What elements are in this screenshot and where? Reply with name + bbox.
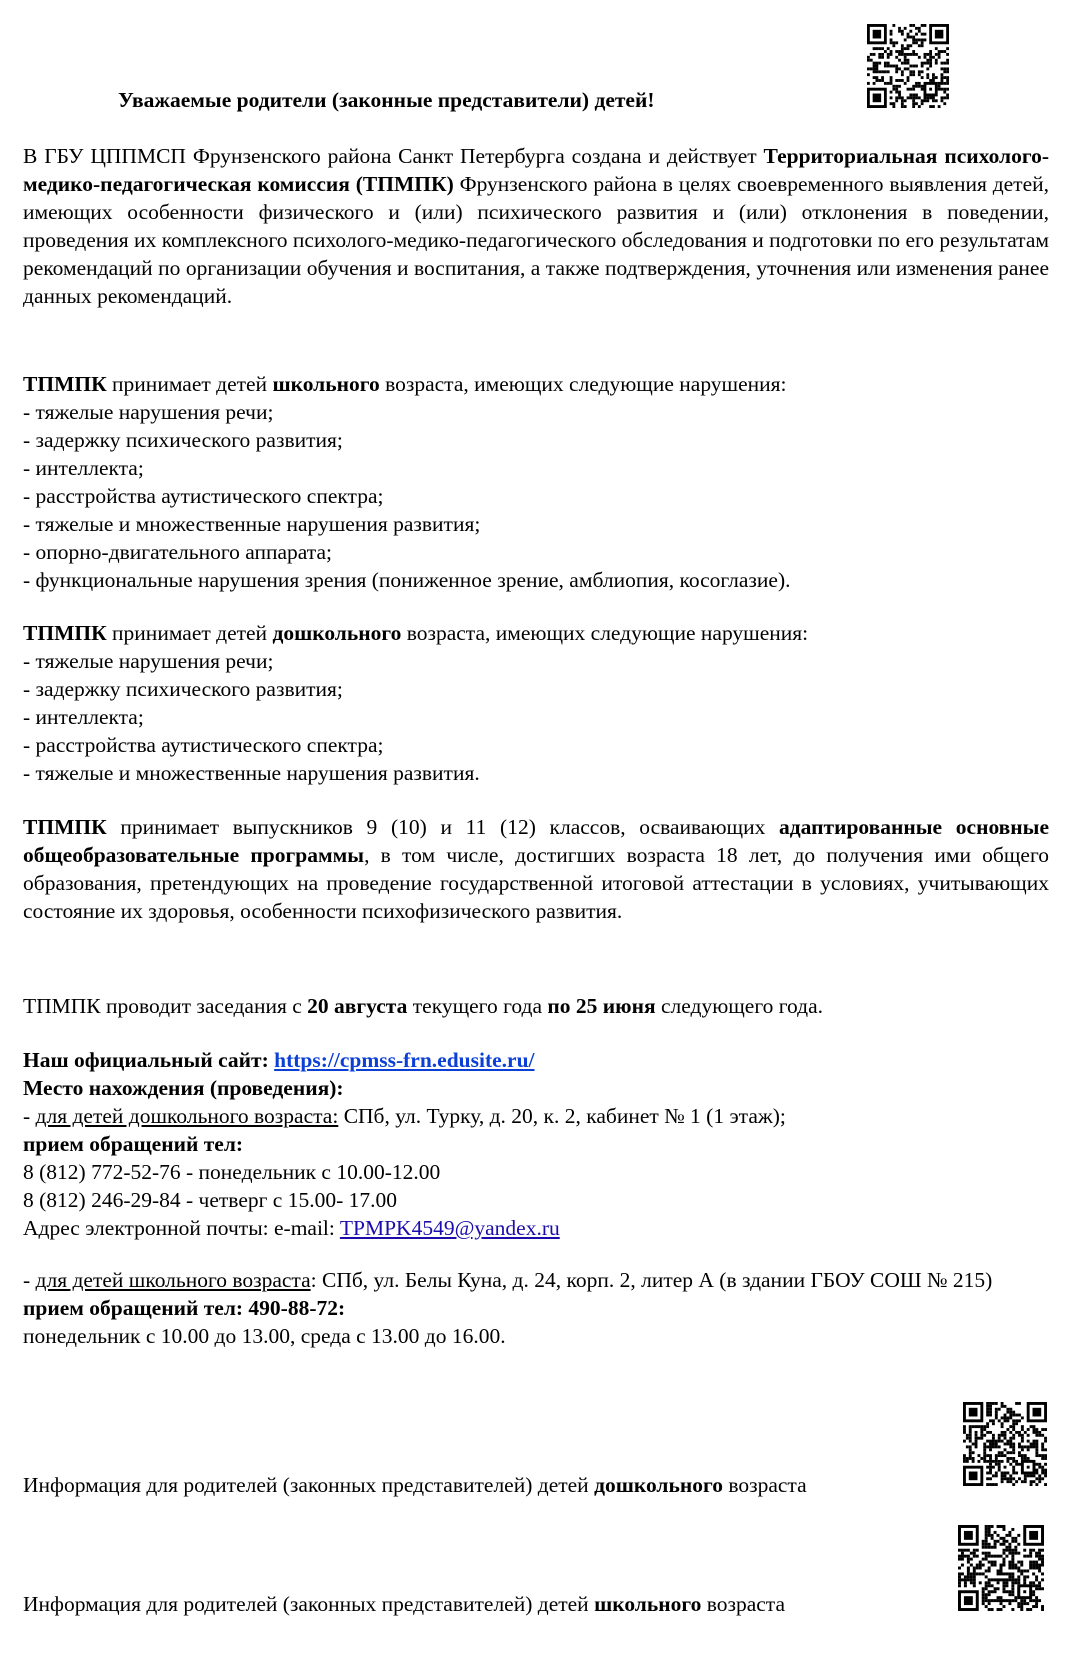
school-contacts (23, 1266, 1023, 1350)
schedule-text-1: ТПМПК проводит заседания с (23, 994, 308, 1018)
school-lead-text-2: возраста, имеющих следующие нарушения: (379, 372, 787, 396)
school-age-label: школьного (272, 372, 380, 396)
list-item: - тяжелые и множественные нарушения развития; (23, 512, 481, 536)
list-item: - задержку психического развития; (23, 428, 343, 452)
tpmpk-label: ТПМПК (23, 372, 107, 396)
schedule-line (23, 992, 1049, 1020)
list-dash: - (23, 1268, 36, 1292)
program-name: адаптированные основные общеобразовательные программы (23, 815, 1050, 867)
school-hours: понедельник с 10.00 до 13.00, среда с 13.00 до 16.00. (23, 1324, 506, 1348)
list-item: - тяжелые нарушения речи; (23, 400, 274, 424)
intro-text-2: Фрунзенского района в целях своевременного выявления детей, имеющих особенности физического и (или) психического развития и (или) отклонения в поведении, проведения их комплексного психолого-медико-педагогического обследования и подготовки по его результатам рекомендаций по организации обучения и воспитания, а также подтверждения, уточнения или изменения ранее данных рекомендаций. (23, 172, 1049, 308)
footer-text: возраста (701, 1592, 786, 1616)
email-line (23, 1214, 1049, 1242)
list-item: - интеллекта; (23, 456, 144, 480)
list-item: - функциональные нарушения зрения (пониженное зрение, амблиопия, косоглазие). (23, 568, 791, 592)
preschool-lead (23, 619, 1049, 647)
preschool-lead-text: принимает детей (106, 621, 273, 645)
list-dash: - (23, 1104, 36, 1128)
graduates-text-1: принимает выпускников 9 (10) и 11 (12) классов, осваивающих (106, 815, 780, 839)
preschool-address: СПб, ул. Турку, д. 20, к. 2, кабинет № 1 (1 этаж); (338, 1104, 786, 1128)
list-item: - расстройства аутистического спектра; (23, 484, 384, 508)
contacts-section (23, 1046, 1049, 1242)
list-item: - опорно-двигательного аппарата; (23, 540, 332, 564)
schedule-start-date: 20 августа (307, 994, 408, 1018)
phone-line-2: 8 (812) 246-29-84 - четверг с 15.00- 17.00 (23, 1188, 398, 1212)
list-item: - задержку психического развития; (23, 677, 343, 701)
footer-age-label: дошкольного (594, 1473, 723, 1497)
preschool-address-line (23, 1102, 1049, 1130)
preschool-info-line (23, 1471, 807, 1499)
school-lead (23, 370, 1049, 398)
schedule-end-date: по 25 июня (547, 994, 656, 1018)
site-link[interactable]: https://cpmss-frn.edusite.ru/ (274, 1048, 535, 1072)
school-phones: прием обращений тел: 490-88-72: (23, 1296, 346, 1320)
school-address-line (23, 1266, 1023, 1294)
tpmpk-label: ТПМПК (23, 621, 107, 645)
qr-code-icon (958, 1525, 1044, 1611)
location-heading: Место нахождения (проведения): (23, 1076, 344, 1100)
list-item: - расстройства аутистического спектра; (23, 733, 384, 757)
schedule-text-3: следующего года. (655, 994, 824, 1018)
phone-line-1: 8 (812) 772-52-76 - понедельник с 10.00-12.00 (23, 1160, 441, 1184)
school-lead-text: принимает детей (106, 372, 273, 396)
preschool-address-label: для детей дошкольного возраста: (35, 1104, 339, 1128)
qr-code-icon (963, 1402, 1047, 1486)
list-item: - тяжелые и множественные нарушения развития. (23, 761, 480, 785)
page-title: Уважаемые родители (законные представители) детей! (118, 88, 655, 112)
school-address-label: для детей школьного возраста (35, 1268, 311, 1292)
graduates-text-2: , в том числе, достигших возраста 18 лет, до получения ими общего образования, претендующих на проведение государственной итоговой аттестации в условиях, учитывающих состояние их здоровья, особенности психофизического развития. (23, 843, 1050, 923)
tpmpk-label: ТПМПК (23, 815, 107, 839)
intro-text-1: В ГБУ ЦППМСП Фрунзенского района Санкт Петербурга создана и действует (23, 144, 764, 168)
preschool-age-label: дошкольного (272, 621, 402, 645)
school-info-line (23, 1590, 785, 1618)
site-line (23, 1046, 1049, 1074)
footer-text: Информация для родителей (законных представителей) детей (23, 1592, 595, 1616)
footer-text: Информация для родителей (законных представителей) детей (23, 1473, 595, 1497)
email-link[interactable]: TPMPK4549@yandex.ru (339, 1216, 560, 1240)
email-label: Адрес электронной почты: e-mail: (23, 1216, 340, 1240)
graduates-paragraph (23, 813, 1049, 925)
site-label: Наш официальный сайт: (23, 1048, 275, 1072)
footer-age-label: школьного (594, 1592, 702, 1616)
qr-code-icon (867, 24, 949, 108)
commission-name: Территориальная психолого-медико-педагогическая комиссия (ТПМПК) (23, 144, 1049, 196)
phones-heading: прием обращений тел: (23, 1132, 244, 1156)
preschool-section (23, 619, 1049, 787)
schedule-text-2: текущего года (407, 994, 548, 1018)
list-item: - тяжелые нарушения речи; (23, 649, 274, 673)
school-section (23, 370, 1049, 594)
preschool-lead-text-2: возраста, имеющих следующие нарушения: (401, 621, 809, 645)
intro-paragraph (23, 142, 1049, 310)
list-item: - интеллекта; (23, 705, 144, 729)
school-address: : СПб, ул. Белы Куна, д. 24, корп. 2, литер А (в здании ГБОУ СОШ № 215) (310, 1268, 993, 1292)
footer-text: возраста (722, 1473, 807, 1497)
